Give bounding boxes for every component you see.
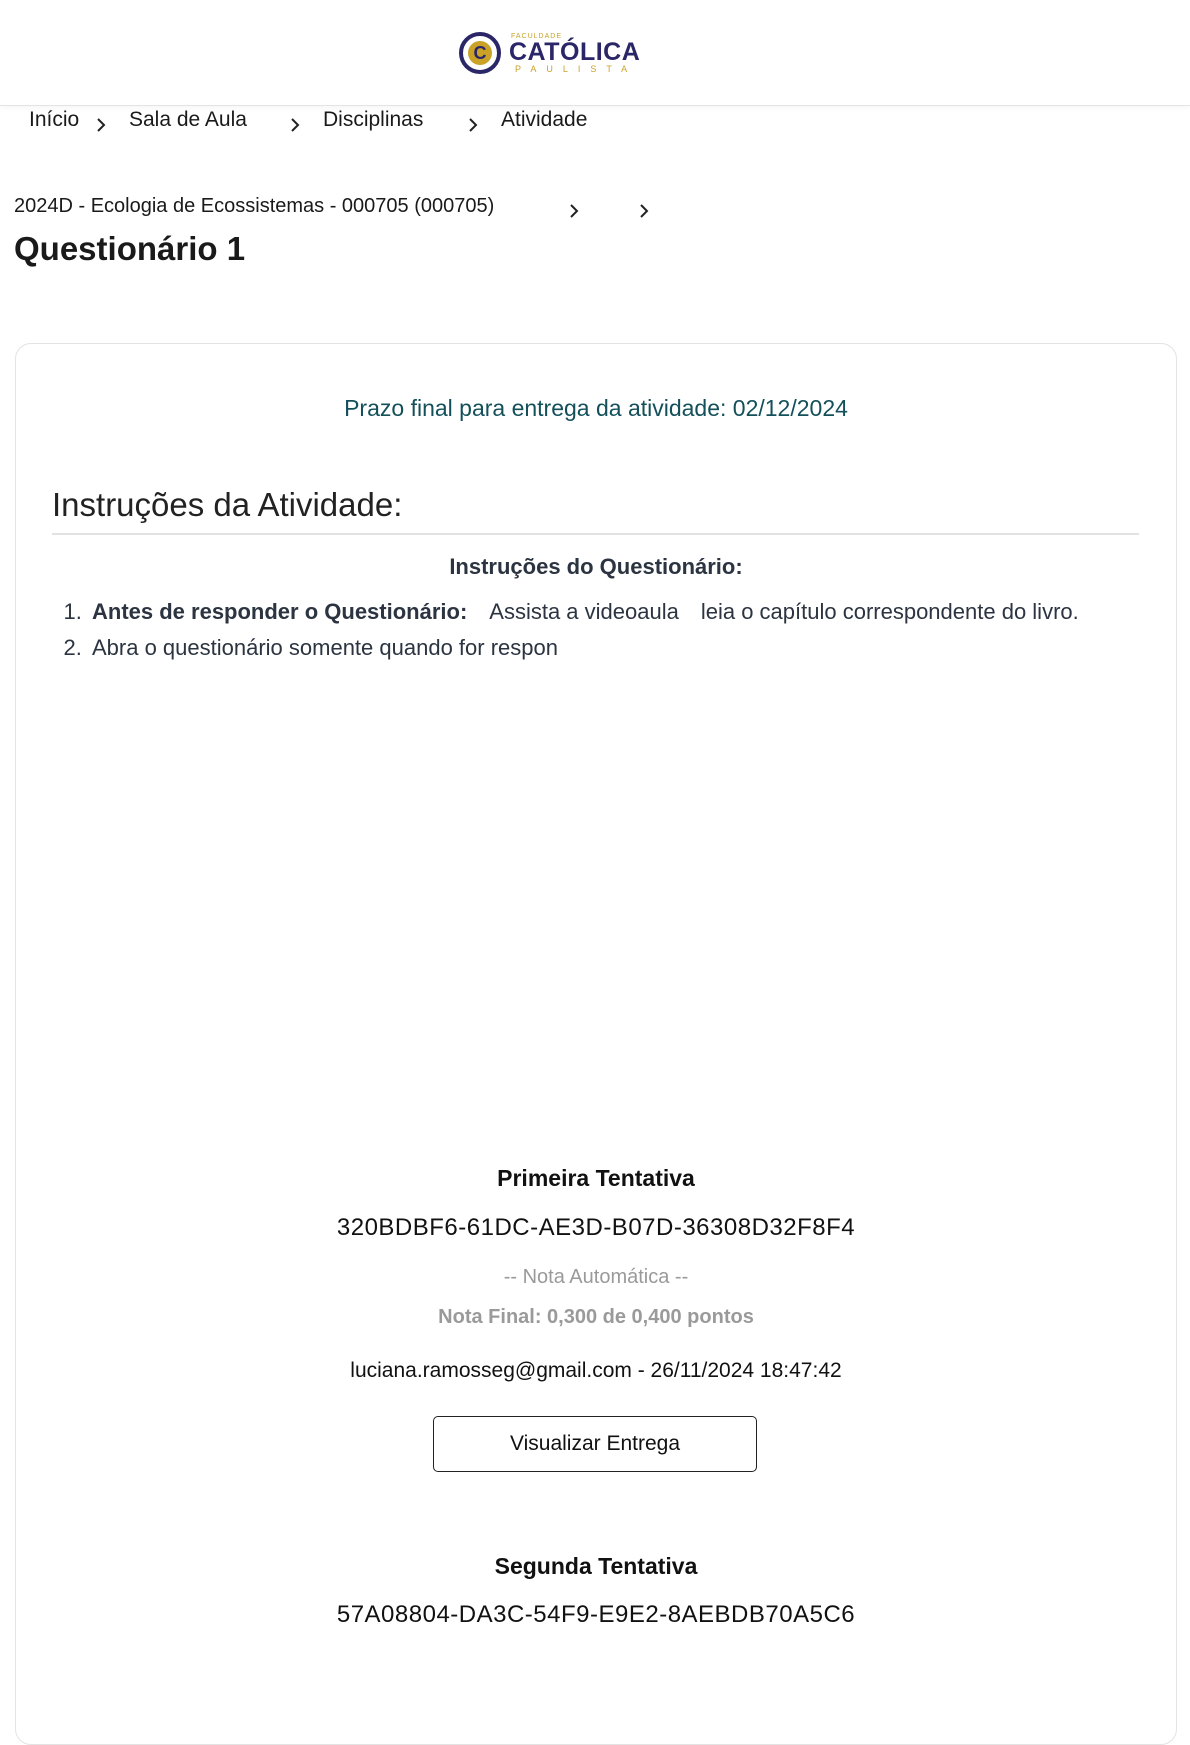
activity-card xyxy=(15,343,1177,1745)
chevron-right-icon xyxy=(633,200,655,222)
page-title: Questionário 1 xyxy=(14,230,246,267)
deadline-text: Prazo final para entrega da atividade: 02/12/2024 xyxy=(344,395,848,421)
breadcrumb-inicio[interactable]: Início xyxy=(29,108,80,131)
list-item xyxy=(88,630,1158,666)
attempt-1-code: 320BDBF6-61DC-AE3D-B07D-36308D32F8F4 xyxy=(336,1214,856,1241)
logo-main-text: CATÓLICA xyxy=(509,38,641,66)
questionnaire-instructions-heading: Instruções do Questionário: xyxy=(449,554,743,579)
instruction-text: Abra o questionário somente quando for respon xyxy=(92,635,558,660)
attempt-1-note: -- Nota Automática -- xyxy=(503,1266,689,1288)
top-header xyxy=(0,0,1190,106)
chevron-right-icon xyxy=(462,114,484,136)
breadcrumb-atividade[interactable]: Atividade xyxy=(501,108,588,131)
breadcrumb-disciplinas[interactable]: Disciplinas xyxy=(323,108,424,131)
attempt-1-submission-meta: luciana.ramosseg@gmail.com - 26/11/2024 18:47:42 xyxy=(350,1359,842,1382)
instructions-list xyxy=(52,594,1158,666)
chevron-right-icon xyxy=(563,200,585,222)
breadcrumb-sala-de-aula[interactable]: Sala de Aula xyxy=(129,108,247,131)
instruction-text-b: leia o capítulo correspondente do livro. xyxy=(700,599,1079,624)
course-breadcrumb-link[interactable]: 2024D - Ecologia de Ecossistemas - 000705 (000705) xyxy=(14,195,495,217)
chevron-right-icon xyxy=(284,114,306,136)
attempt-1-final-grade: Nota Final: 0,300 de 0,400 pontos xyxy=(438,1306,754,1328)
faculdade-catolica-logo[interactable] xyxy=(459,30,639,78)
instruction-text-a: Assista a videoaula xyxy=(489,599,679,624)
chevron-right-icon xyxy=(90,114,112,136)
instructions-heading: Instruções da Atividade: xyxy=(52,486,403,523)
divider xyxy=(52,533,1139,535)
attempt-2-code: 57A08804-DA3C-54F9-E9E2-8AEBDB70A5C6 xyxy=(336,1601,856,1628)
logo-c-icon: C xyxy=(459,32,501,74)
attempt-1-title: Primeira Tentativa xyxy=(497,1165,695,1191)
logo-top-text: FACULDADE xyxy=(511,33,563,40)
view-submission-button[interactable]: Visualizar Entrega xyxy=(433,1416,757,1472)
list-item xyxy=(88,594,1158,630)
logo-sub-text: PAULISTA xyxy=(515,64,638,74)
attempt-2-title: Segunda Tentativa xyxy=(494,1553,698,1579)
instruction-bold-label: Antes de responder o Questionário: xyxy=(92,599,468,624)
